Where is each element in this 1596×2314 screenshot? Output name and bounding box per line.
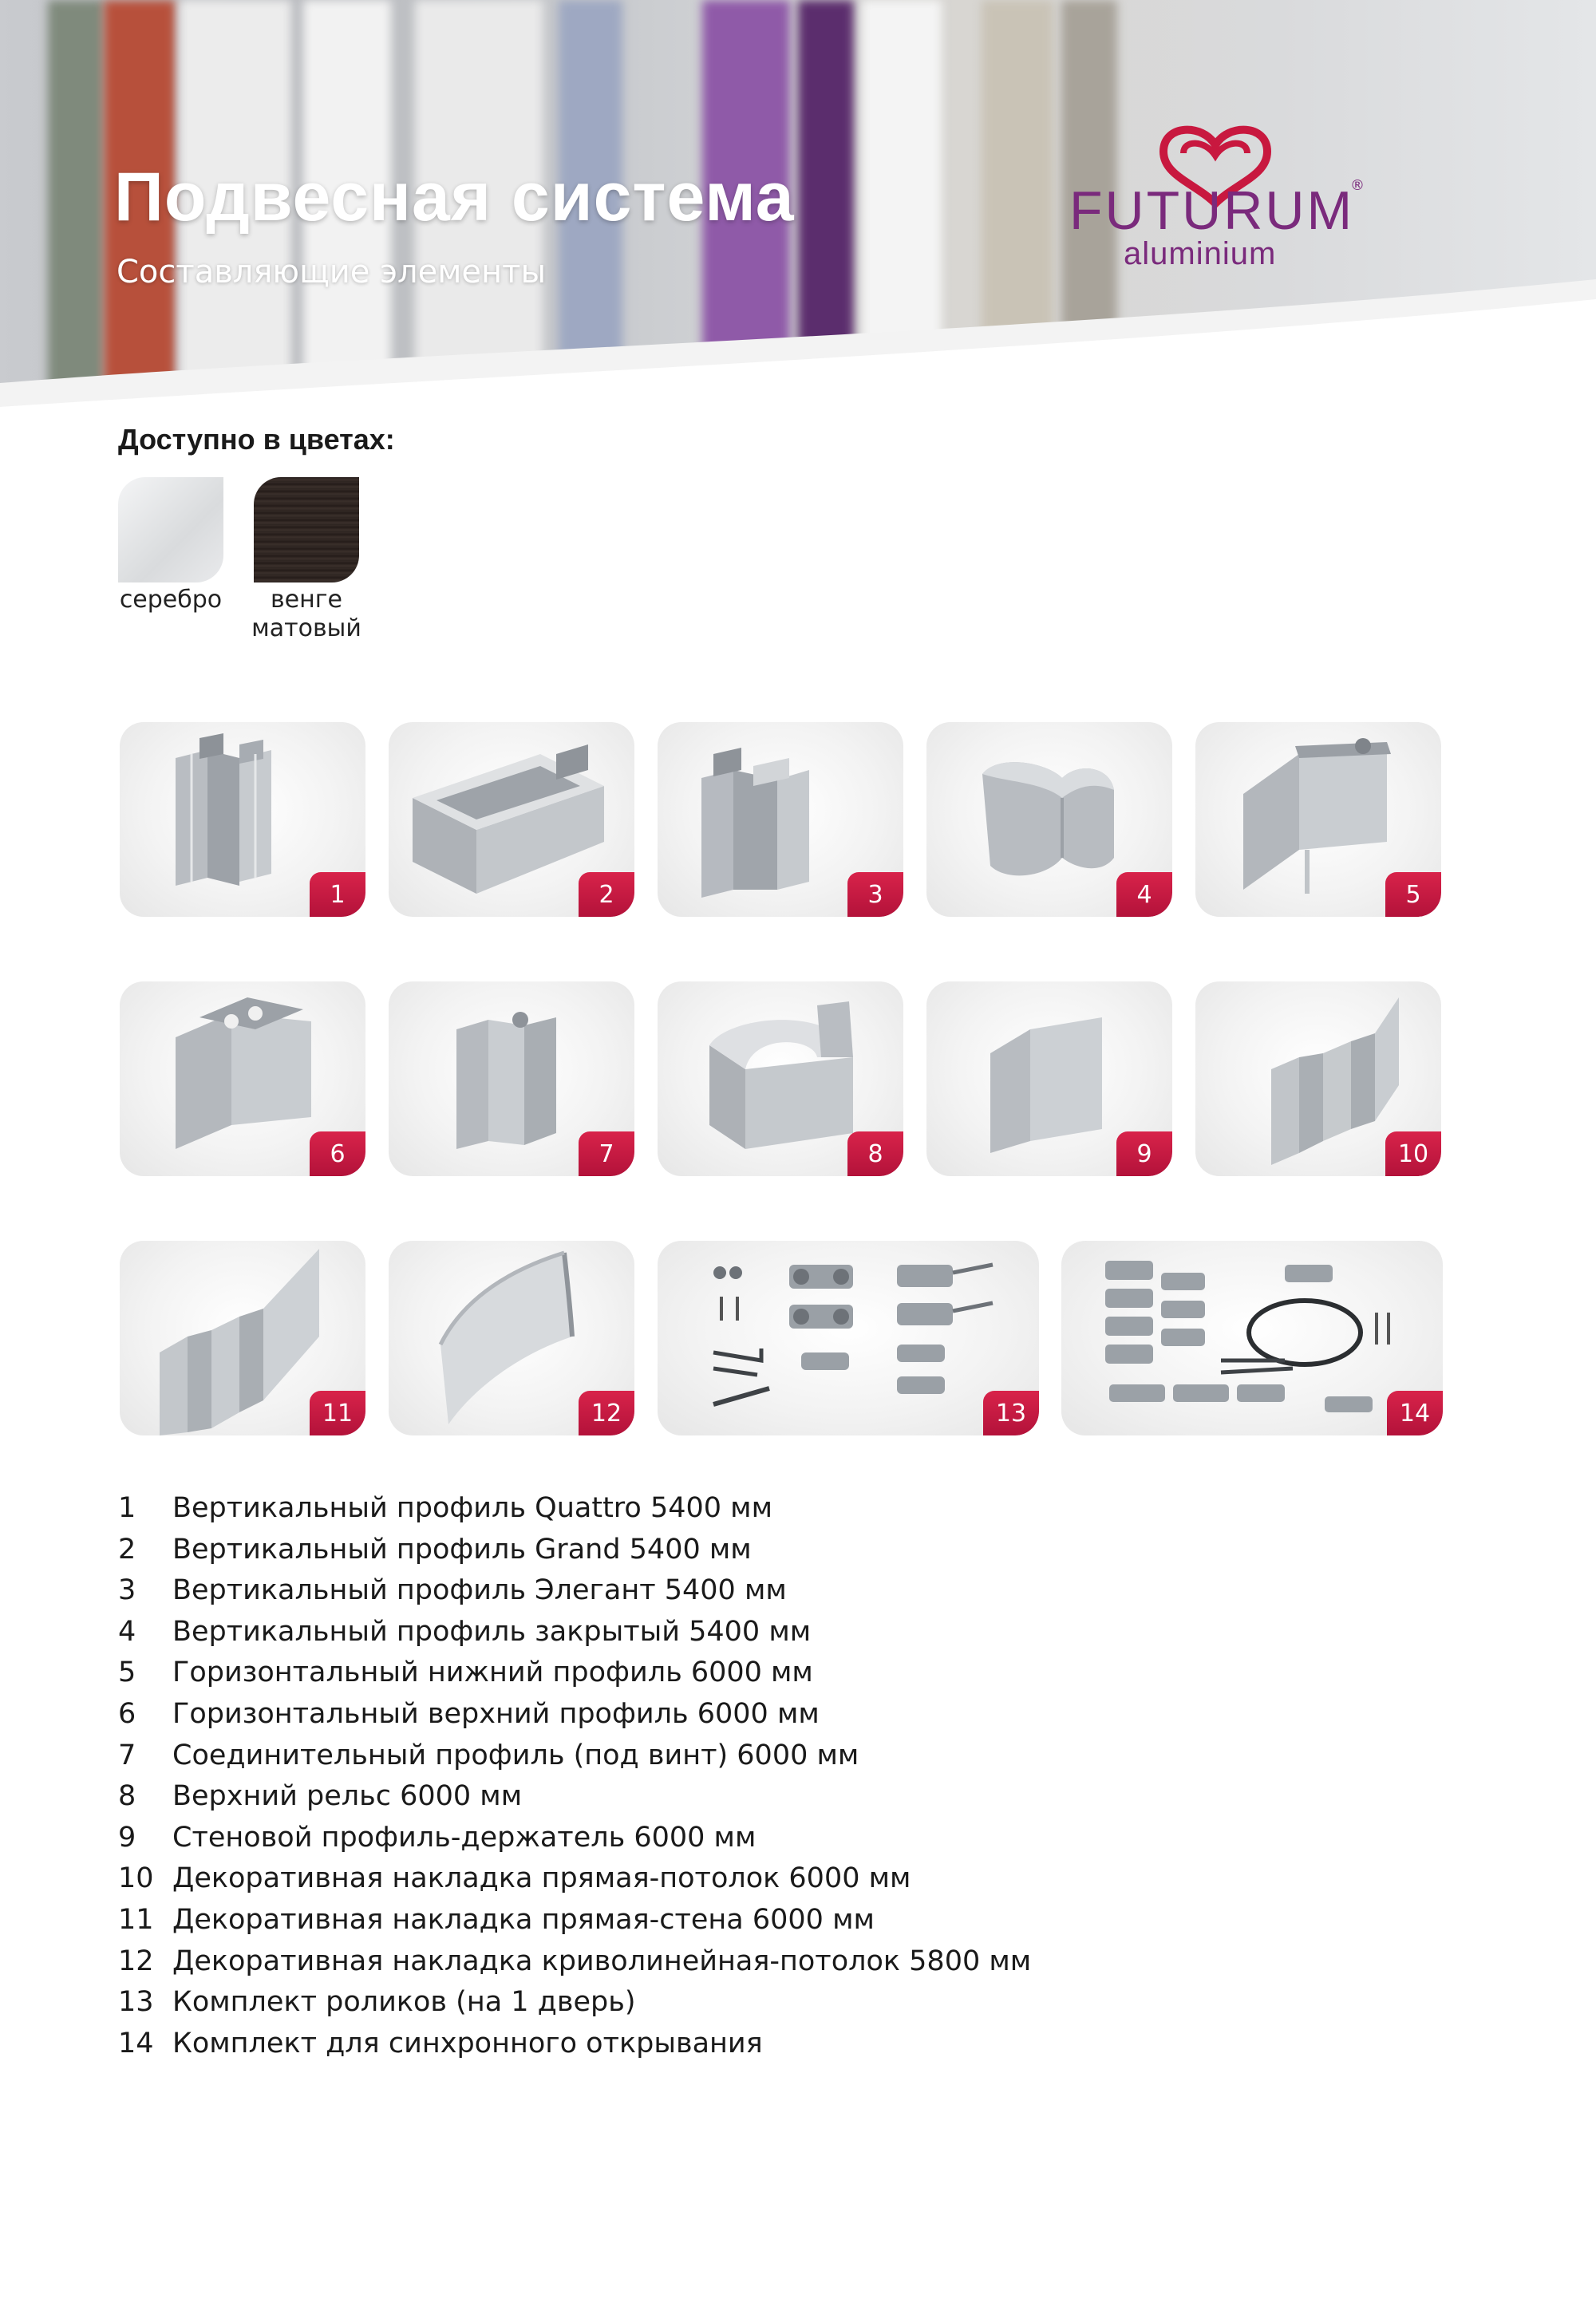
product-tile-5[interactable] <box>1195 722 1441 917</box>
list-item <box>118 1941 1031 1983</box>
tile-number-badge: 2 <box>579 872 634 917</box>
logo-registered-mark: ® <box>1350 177 1365 194</box>
list-item-number: 1 <box>118 1492 136 1524</box>
list-item <box>118 1694 1031 1736</box>
color-label-silver: серебро <box>119 586 223 614</box>
tile-number-badge: 8 <box>847 1131 903 1176</box>
product-tile-1[interactable] <box>120 722 365 917</box>
list-item-number: 7 <box>118 1739 136 1771</box>
list-item-text: Стеновой профиль-держатель 6000 мм <box>172 1821 757 1854</box>
tile-number-badge: 10 <box>1385 1131 1441 1176</box>
product-tile-12[interactable] <box>389 1241 634 1435</box>
list-item-text: Горизонтальный верхний профиль 6000 мм <box>172 1697 820 1730</box>
product-tile-9[interactable] <box>926 981 1172 1176</box>
list-item-text: Декоративная накладка прямая-стена 6000 мм <box>172 1903 875 1936</box>
page-subtitle: Составляющие элементы <box>117 254 547 290</box>
list-item <box>118 2024 1031 2065</box>
list-item <box>118 1570 1031 1612</box>
list-item-text: Вертикальный профиль Элегант 5400 мм <box>172 1574 787 1607</box>
tile-number-badge: 7 <box>579 1131 634 1176</box>
tile-number-badge: 13 <box>983 1391 1039 1435</box>
tile-number-badge: 6 <box>310 1131 365 1176</box>
tile-number-badge: 4 <box>1116 872 1172 917</box>
list-item-number: 8 <box>118 1780 136 1813</box>
list-item-text: Соединительный профиль (под винт) 6000 мм <box>172 1739 859 1771</box>
list-item <box>118 1858 1031 1900</box>
list-item-text: Комплект для синхронного открывания <box>172 2027 763 2059</box>
list-item-text: Вертикальный профиль Grand 5400 мм <box>172 1533 752 1566</box>
tile-number-badge: 12 <box>579 1391 634 1435</box>
tile-number-badge: 1 <box>310 872 365 917</box>
list-item-number: 11 <box>118 1903 154 1936</box>
color-swatch-wenge <box>254 477 359 582</box>
list-item <box>118 1488 1031 1530</box>
list-item-number: 3 <box>118 1574 136 1607</box>
list-item <box>118 1818 1031 1859</box>
product-tile-7[interactable] <box>389 981 634 1176</box>
list-item-text: Декоративная накладка криволинейная-потолок 5800 мм <box>172 1945 1032 1977</box>
product-tile-11[interactable] <box>120 1241 365 1435</box>
list-item-number: 5 <box>118 1657 136 1689</box>
tile-number-badge: 14 <box>1387 1391 1443 1435</box>
list-item <box>118 1653 1031 1694</box>
colors-heading: Доступно в цветах: <box>118 423 395 456</box>
list-item-number: 13 <box>118 1986 154 2019</box>
tile-number-badge: 11 <box>310 1391 365 1435</box>
list-item-number: 14 <box>118 2027 154 2059</box>
product-tile-10[interactable] <box>1195 981 1441 1176</box>
product-tile-4[interactable] <box>926 722 1172 917</box>
list-item-number: 4 <box>118 1615 136 1648</box>
list-item <box>118 1900 1031 1941</box>
list-item-number: 6 <box>118 1697 136 1730</box>
list-item <box>118 1982 1031 2024</box>
list-item-text: Вертикальный профиль Quattro 5400 мм <box>172 1492 772 1524</box>
brand-logo <box>1053 120 1373 279</box>
list-item-number: 10 <box>118 1862 154 1895</box>
list-item-text: Верхний рельс 6000 мм <box>172 1780 523 1813</box>
tile-number-badge: 5 <box>1385 872 1441 917</box>
color-swatch-silver <box>118 477 223 582</box>
product-tile-8[interactable] <box>658 981 903 1176</box>
roller-kit-icon <box>658 1241 1039 1435</box>
list-item-number: 12 <box>118 1945 154 1977</box>
components-list <box>118 1488 1031 2064</box>
list-item <box>118 1612 1031 1653</box>
list-item <box>118 1736 1031 1777</box>
list-item-text: Горизонтальный нижний профиль 6000 мм <box>172 1657 813 1689</box>
list-item-number: 9 <box>118 1821 136 1854</box>
list-item-number: 2 <box>118 1533 136 1566</box>
logo-brand-text: FUTURUM <box>1069 180 1355 241</box>
tile-number-badge: 9 <box>1116 1131 1172 1176</box>
tile-number-badge: 3 <box>847 872 903 917</box>
color-label-wenge-line2: матовый <box>251 614 361 642</box>
sync-opening-kit-icon <box>1061 1241 1443 1435</box>
color-label-wenge <box>238 586 375 643</box>
product-tile-3[interactable] <box>658 722 903 917</box>
list-item-text: Вертикальный профиль закрытый 5400 мм <box>172 1615 812 1648</box>
page-title: Подвесная система <box>114 159 795 235</box>
color-label-wenge-line1: венге <box>271 586 342 614</box>
product-tile-13[interactable] <box>658 1241 1039 1435</box>
product-tile-14[interactable] <box>1061 1241 1443 1435</box>
product-tile-6[interactable] <box>120 981 365 1176</box>
list-item-text: Комплект роликов (на 1 дверь) <box>172 1986 636 2019</box>
logo-sub-text: aluminium <box>1124 236 1277 271</box>
product-tile-2[interactable] <box>389 722 634 917</box>
list-item-text: Декоративная накладка прямая-потолок 6000 мм <box>172 1862 911 1895</box>
list-item <box>118 1530 1031 1571</box>
header-banner <box>0 0 1596 415</box>
list-item <box>118 1776 1031 1818</box>
